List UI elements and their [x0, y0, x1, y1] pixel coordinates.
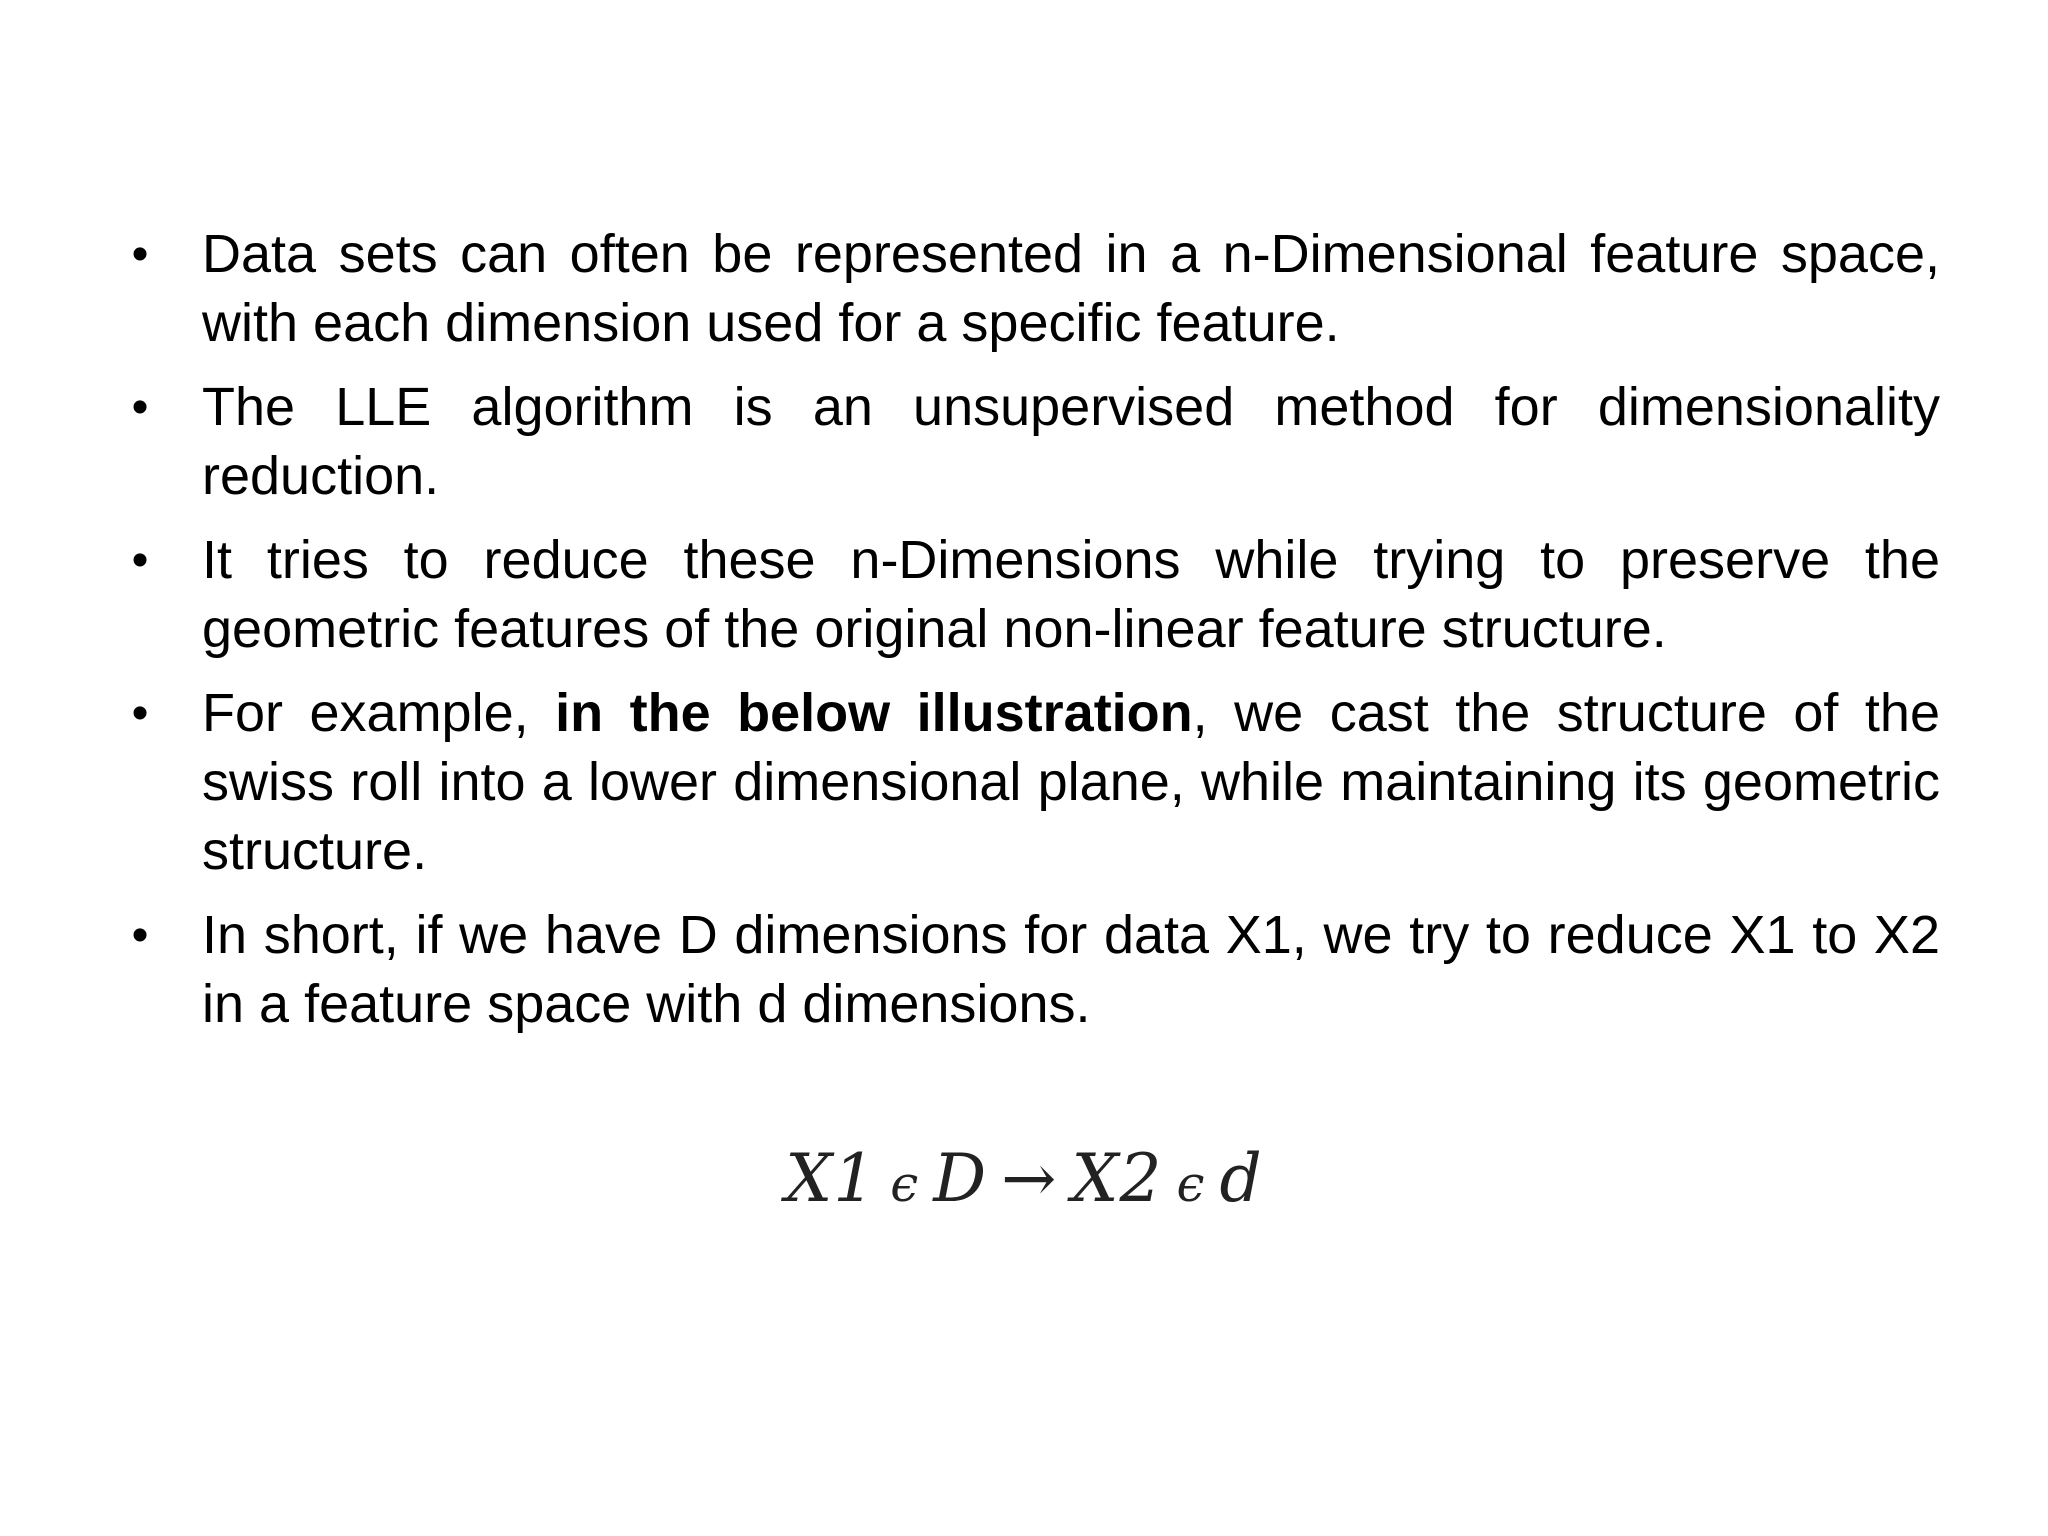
bullet-text: The LLE algorithm is an unsupervised method for dimensionality reduction.: [202, 377, 1940, 506]
formula-element-of: ϵ: [890, 1155, 920, 1213]
bullet-text-bold: in the below illustration: [555, 683, 1193, 743]
bullet-item-1: [120, 220, 1940, 358]
bullet-text: In short, if we have D dimensions for data X1, we try to reduce X1 to X2 in a feature space with d dimensions.: [202, 905, 1940, 1034]
bullet-dot: •: [131, 228, 149, 281]
bullet-item-2: [120, 373, 1940, 511]
bullet-text: [202, 683, 1940, 881]
bullet-text-segment: , we cast the structure of the swiss roll into a lower dimensional plane, while maintaining its geometric structure.: [202, 683, 1940, 881]
formula: [0, 1140, 2048, 1217]
formula-D: D: [933, 1140, 988, 1217]
bullet-text: It tries to reduce these n-Dimensions while trying to preserve the geometric features of the original non-linear feature structure.: [202, 530, 1940, 659]
formula-arrow: →: [1001, 1140, 1058, 1217]
formula-element-of: ϵ: [1176, 1155, 1206, 1213]
bullet-item-4: [120, 679, 1940, 886]
bullet-item-5: [120, 901, 1940, 1039]
bullet-dot: •: [131, 687, 149, 740]
formula-d: d: [1219, 1140, 1263, 1217]
bullet-text-segment: For example,: [202, 683, 556, 743]
bullet-text: Data sets can often be represented in a n-Dimensional feature space, with each dimension used for a specific feature.: [202, 224, 1940, 353]
formula-x2: X2: [1071, 1140, 1163, 1217]
bullet-dot: •: [131, 534, 149, 587]
bullet-dot: •: [131, 381, 149, 434]
bullet-list: [120, 220, 1940, 1054]
bullet-dot: •: [131, 909, 149, 962]
bullet-item-3: [120, 526, 1940, 664]
formula-x1: X1: [785, 1140, 877, 1217]
